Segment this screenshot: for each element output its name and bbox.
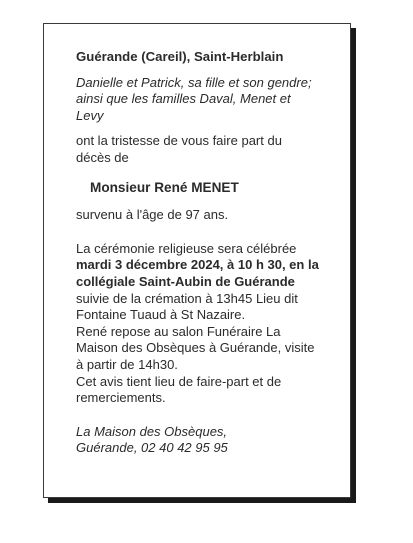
ceremony-lead: La cérémonie religieuse sera célébrée (76, 240, 297, 256)
signature-line-1: La Maison des Obsèques, (76, 423, 228, 439)
ceremony-datetime-place: mardi 3 décembre 2024, à 10 h 30, en la collégiale Saint-Aubin de Guérande (76, 257, 319, 289)
rest-details: René repose au salon Funéraire La Maison des Obsèques à Guérande, visite à partir de 14h30. (76, 323, 315, 372)
family-line-2: ainsi que les familles Daval, Menet et Levy (76, 91, 291, 123)
notice-location: Guérande (Careil), Saint-Herblain (76, 49, 284, 64)
ceremony-details (76, 241, 320, 407)
obituary-notice (43, 23, 351, 498)
cremation-details: suivie de la crémation à 13h45 Lieu dit Fontaine Tuaud à St Nazaire. (76, 290, 298, 323)
family-line-1: Danielle et Patrick, sa fille et son gendre; (76, 74, 312, 90)
notice-intro: ont la tristesse de vous faire part du décès de (76, 133, 282, 165)
deceased-name: Monsieur René MENET (90, 179, 239, 195)
funeral-home-signature (76, 424, 320, 457)
thanks-text: Cet avis tient lieu de faire-part et de remerciements. (76, 373, 282, 406)
family-members (76, 75, 320, 125)
deceased-age: survenu à l'âge de 97 ans. (76, 207, 229, 223)
signature-line-2: Guérande, 02 40 42 95 95 (76, 440, 228, 456)
